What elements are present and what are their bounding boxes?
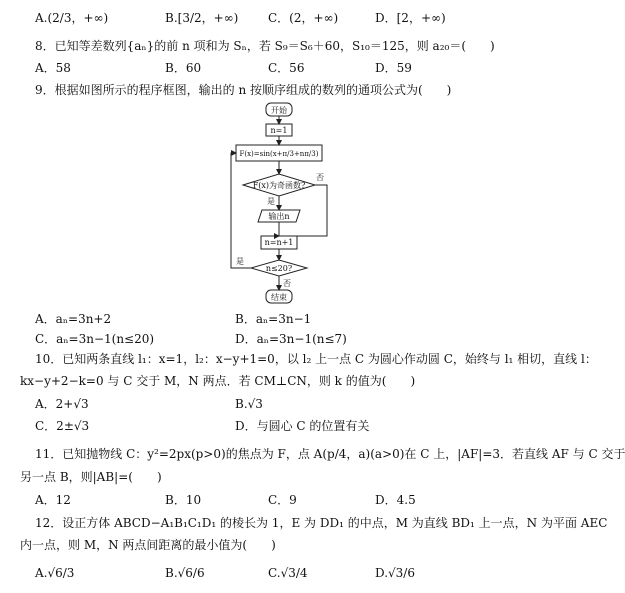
flow-assign-box — [236, 145, 322, 161]
q12-stem-line2: 内一点，则 M，N 两点间距离的最小值为( ) — [20, 538, 276, 552]
q7-option-a[interactable]: A.(2/3，+∞) — [35, 11, 109, 25]
q10-option-c[interactable]: C．2±√3 — [35, 419, 90, 433]
flow-start-box — [266, 103, 292, 116]
flow-yes-label: 是 — [267, 197, 275, 206]
flow-end-box — [266, 290, 292, 303]
q12-option-a[interactable]: A.√6/3 — [35, 566, 75, 580]
flow-decision-odd — [243, 174, 315, 196]
flow-no-label: 否 — [316, 173, 324, 182]
flow-no2-label: 否 — [283, 279, 291, 288]
q11-stem-line1: 11．已知抛物线 C：y²=2px(p>0)的焦点为 F，点 A(p/4，a)(a>0)在 C 上，|AF|=3．若直线 AF 与 C 交于 — [35, 447, 625, 461]
flow-yes2-label: 是 — [236, 257, 244, 266]
flow-increment-box — [261, 236, 297, 249]
flow-assign-label: F(x)=sin(x+π/3+nπ/3) — [239, 150, 319, 158]
q9-option-a[interactable]: A．aₙ=3n+2 — [35, 312, 112, 326]
q8-option-b[interactable]: B．60 — [165, 61, 202, 75]
q9-option-c[interactable]: C．aₙ=3n−1(n≤20) — [35, 332, 155, 346]
q10-option-a[interactable]: A．2+√3 — [35, 397, 89, 411]
flow-cond2-label: n≤20? — [265, 264, 293, 273]
flow-increment-label: n=n+1 — [264, 238, 294, 247]
q10-option-d[interactable]: D．与圆心 C 的位置有关 — [235, 419, 370, 433]
q9-option-b[interactable]: B．aₙ=3n−1 — [235, 312, 312, 326]
q8-option-c[interactable]: C．56 — [268, 61, 305, 75]
q12-stem-line1: 12．设正方体 ABCD−A₁B₁C₁D₁ 的棱长为 1，E 为 DD₁ 的中点，M 为直线 BD₁ 上一点，N 为平面 AEC — [35, 516, 608, 530]
flow-cond1-label: F(x)为奇函数? — [252, 181, 306, 190]
flow-decision-n — [251, 260, 307, 276]
flow-start-label: 开始 — [271, 106, 287, 115]
flow-init-label: n=1 — [270, 126, 288, 135]
q7-option-b[interactable]: B.[3/2，+∞) — [165, 11, 239, 25]
q11-stem-line2: 另一点 B，则|AB|=( ) — [20, 470, 162, 484]
q10-stem-line2: kx−y+2−k=0 与 C 交于 M，N 两点．若 CM⊥CN，则 k 的值为( ) — [20, 374, 416, 388]
q8-option-d[interactable]: D．59 — [375, 61, 412, 75]
flow-output-box — [258, 210, 300, 222]
q7-option-c[interactable]: C．(2，+∞) — [268, 11, 339, 25]
q9-stem: 9．根据如图所示的程序框图，输出的 n 按顺序组成的数列的通项公式为( ) — [35, 83, 452, 97]
q12-option-b[interactable]: B.√6/6 — [165, 566, 205, 580]
q11-option-b[interactable]: B．10 — [165, 493, 202, 507]
flow-end-label: 结束 — [271, 293, 287, 302]
q12-option-c[interactable]: C.√3/4 — [268, 566, 308, 580]
q11-option-c[interactable]: C．9 — [268, 493, 297, 507]
q8-stem: 8．已知等差数列{aₙ}的前 n 项和为 Sₙ，若 S₉＝S₆＋60，S₁₀＝125，则 a₂₀＝( ) — [35, 39, 495, 53]
q7-option-d[interactable]: D．[2，+∞) — [375, 11, 446, 25]
q11-option-d[interactable]: D．4.5 — [375, 493, 416, 507]
q8-option-a[interactable]: A．58 — [35, 61, 71, 75]
q10-option-b[interactable]: B.√3 — [235, 397, 263, 411]
q12-option-d[interactable]: D.√3/6 — [375, 566, 415, 580]
flow-init-box — [266, 124, 292, 136]
q10-stem-line1: 10．已知两条直线 l₁：x=1，l₂：x−y+1=0，以 l₂ 上一点 C 为圆心作动圆 C，始终与 l₁ 相切，直线 l： — [35, 352, 597, 366]
q11-option-a[interactable]: A．12 — [35, 493, 71, 507]
q9-option-d[interactable]: D．aₙ=3n−1(n≤7) — [235, 332, 347, 346]
flow-output-label: 输出n — [268, 212, 290, 221]
